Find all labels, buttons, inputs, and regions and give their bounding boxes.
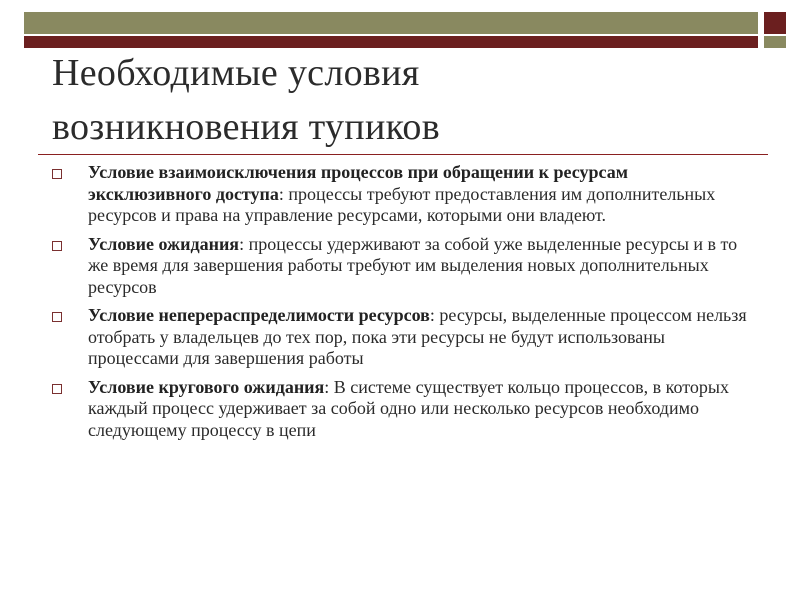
corner-square-olive [764, 36, 786, 48]
slide-title-line-1: Необходимые условия [52, 52, 420, 94]
bullet-term: Условие кругового ожидания [88, 376, 325, 397]
corner-square-maroon [764, 12, 786, 34]
slide-title-line-2: возникновения тупиков [52, 106, 440, 148]
bullet-term: Условие взаимоисключения процессов при обращении к ресурсам эксклюзивного доступа [88, 162, 628, 204]
hollow-square-icon [52, 169, 62, 179]
hollow-square-icon [52, 241, 62, 251]
bullet-text: : процессы требуют предоставления им дополнительных ресурсов и права на управление ресурсами, которыми они владеют. [88, 183, 716, 225]
slide-title [52, 46, 752, 154]
bullet-term: Условие неперераспределимости ресурсов [88, 305, 430, 325]
bullet-term: Условие ожидания [88, 233, 240, 254]
hollow-square-icon [52, 312, 62, 322]
bullet-item [52, 305, 752, 370]
hollow-square-icon [52, 384, 62, 394]
bullet-item [52, 162, 752, 227]
bullet-list [52, 162, 752, 448]
header-bar-olive [24, 12, 758, 34]
bullet-text: : В системе существует кольцо процессов, в которых каждый процесс удерживает за собой одно или несколько ресурсов необходимо следующему процессу в цепи [88, 376, 729, 440]
title-divider [38, 154, 768, 155]
bullet-item [52, 377, 752, 442]
bullet-text: : ресурсы, выделенные процессом нельзя отобрать у владельцев до тех пор, пока эти ресурсы не будут использованы процессами для завершения работы [88, 305, 747, 368]
bullet-item [52, 234, 752, 299]
bullet-text: : процессы удерживают за собой уже выделенные ресурсы и в то же время для завершения работы требуют им выделения новых дополнительных ресурсов [88, 233, 738, 297]
